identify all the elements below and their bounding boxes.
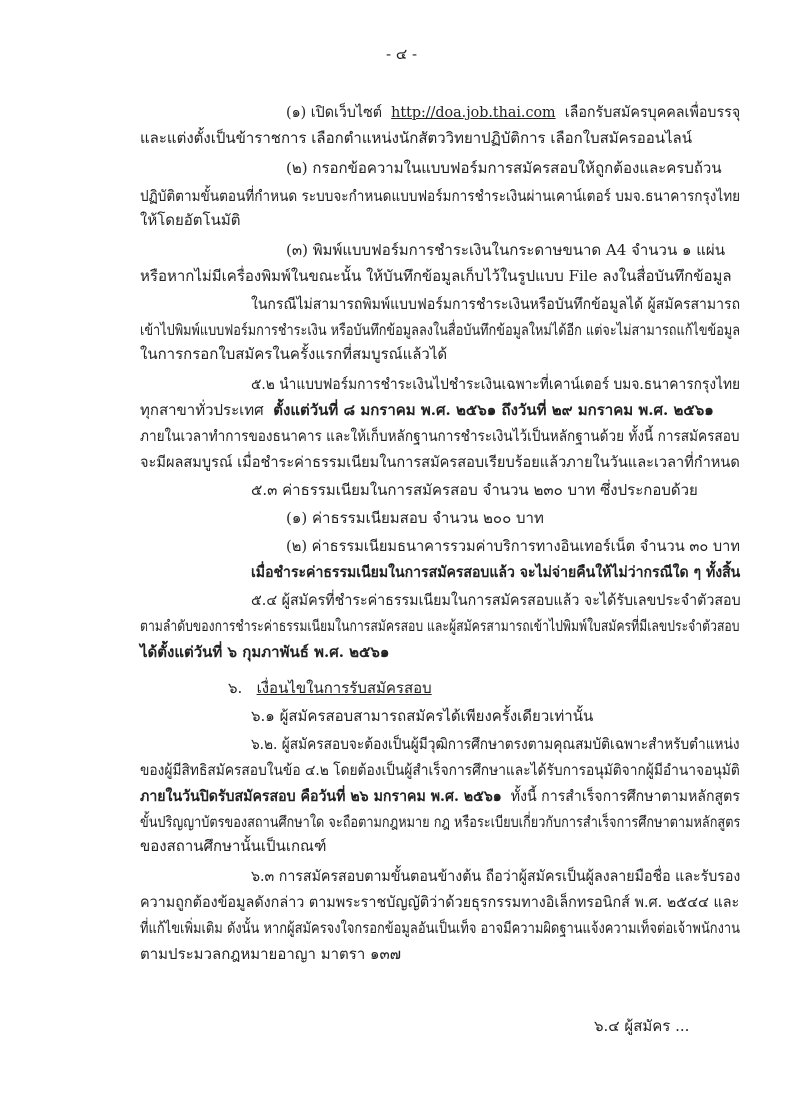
clause-5-3-line-1: ๕.๓ ค่าธรรมเนียมในการสมัครสอบ จำนวน ๒๓๐ บาท ซึ่งประกอบด้วย (251, 481, 698, 499)
page-continuation: ๖.๔ ผู้สมัคร ... (594, 1017, 690, 1035)
clause-6-3-line-1: ๖.๓ การสมัครสอบตามขั้นตอนข้างต้น ถือว่าผู้สมัครเป็นผู้ลงลายมือชื่อ และรับรอง (251, 867, 741, 885)
step-1-line-1 (286, 102, 740, 122)
step-1-text: (๑) เปิดเว็บไซต์ (286, 103, 383, 121)
step-3-line-1: (๓) พิมพ์แบบฟอร์มการชำระเงินในกระดาษขนาด A4 จำนวน ๑ แผ่น (286, 241, 725, 259)
clause-6-2-cont: ทั้งนี้ การสำเร็จการศึกษาตามหลักสูตร (510, 787, 740, 805)
clause-6-1: ๖.๑ ผู้สมัครสอบสามารถสมัครได้เพียงครั้งเดียวเท่านั้น (251, 707, 594, 725)
clause-6-2-line-2: ของผู้มีสิทธิสมัครสอบในข้อ ๔.๒ โดยต้องเป็นผู้สำเร็จการศึกษาและได้รับการอนุมัติจากผู้มีอำนาจอนุมัติ (140, 761, 740, 779)
clause-6-2-line-5: ของสถานศึกษานั้นเป็นเกณฑ์ (140, 837, 327, 855)
clause-6-3-line-2: ความถูกต้องข้อมูลดังกล่าว ตามพระราชบัญญัติว่าด้วยธุรกรรมทางอิเล็กทรอนิกส์ พ.ศ. ๒๕๔๔ และ (140, 893, 740, 911)
step-1-line-2: และแต่งตั้งเป็นข้าราชการ เลือกตำแหน่งนักสัตววิทยาปฏิบัติการ เลือกใบสมัครออนไลน์ (140, 129, 693, 147)
payment-period: ตั้งแต่วันที่ ๘ มกราคม พ.ศ. ๒๕๖๑ ถึงวันที่ ๒๙ มกราคม พ.ศ. ๒๕๖๑ (273, 401, 714, 419)
clause-5-2-line-3: ภายในเวลาทำการของธนาคาร และให้เก็บหลักฐานการชำระเงินไว้เป็นหลักฐานด้วย ทั้งนี้ การสมัครสอบ (140, 427, 740, 445)
clause-5-4-line-3: ได้ตั้งแต่วันที่ ๖ กุมภาพันธ์ พ.ศ. ๒๕๖๑ (140, 643, 390, 661)
step-3-line-5: ในการกรอกใบสมัครในครั้งแรกที่สมบูรณ์แล้วได้ (140, 345, 448, 363)
step-3-line-3: ในกรณีไม่สามารถพิมพ์แบบฟอร์มการชำระเงินหรือบันทึกข้อมูลได้ ผู้สมัครสามารถ (251, 295, 741, 313)
clause-5-2-line-4: จะมีผลสมบูรณ์ เมื่อชำระค่าธรรมเนียมในการสมัครสอบเรียบร้อยแล้วภายในวันและเวลาที่กำหนด (140, 453, 740, 471)
step-3-line-2: หรือหากไม่มีเครื่องพิมพ์ในขณะนั้น ให้บันทึกข้อมูลเก็บไว้ในรูปแบบ File ลงในสื่อบันทึกข้อมูล (140, 267, 732, 285)
clause-5-2-scope: ทุกสาขาทั่วประเทศ (140, 401, 264, 419)
clause-5-2-line-1: ๕.๒ นำแบบฟอร์มการชำระเงินไปชำระเงินเฉพาะที่เคาน์เตอร์ บมจ.ธนาคารกรุงไทย (251, 375, 741, 393)
step-3-line-4: เข้าไปพิมพ์แบบฟอร์มการชำระเงิน หรือบันทึกข้อมูลลงในสื่อบันทึกข้อมูลใหม่ได้อีก แต่จะไม่สามารถแก้ไขข้อมูล (140, 321, 741, 339)
closing-date: ภายในวันปิดรับสมัครสอบ คือวันที่ ๒๖ มกราคม พ.ศ. ๒๕๖๑ (140, 787, 502, 805)
clause-6-2-line-4: ขั้นปริญญาบัตรของสถานศึกษาใด จะถือตามกฎหมาย กฎ หรือระเบียบเกี่ยวกับการสำเร็จการศึกษาตามหลักสูตร (140, 813, 741, 831)
clause-5-4-line-1: ๕.๔ ผู้สมัครที่ชำระค่าธรรมเนียมในการสมัครสอบแล้ว จะได้รับเลขประจำตัวสอบ (251, 591, 741, 609)
step-2-line-3: ให้โดยอัตโนมัติ (140, 211, 241, 229)
fee-item-1: (๑) ค่าธรรมเนียมสอบ จำนวน ๒๐๐ บาท (286, 509, 544, 527)
step-2-line-1: (๒) กรอกข้อความในแบบฟอร์มการสมัครสอบให้ถูกต้องและครบถ้วน (286, 159, 722, 177)
no-refund-notice: เมื่อชำระค่าธรรมเนียมในการสมัครสอบแล้ว จะไม่จ่ายคืนให้ไม่ว่ากรณีใด ๆ ทั้งสิ้น (251, 563, 741, 581)
clause-6-3-line-4: ตามประมวลกฎหมายอาญา มาตรา ๑๓๗ (140, 945, 402, 963)
clause-6-2-line-1: ๖.๒. ผู้สมัครสอบจะต้องเป็นผู้มีวุฒิการศึกษาตรงตามคุณสมบัติเฉพาะสำหรับตำแหน่ง (251, 735, 740, 753)
website-link[interactable]: http://doa.job.thai.com (391, 103, 556, 121)
clause-6-3-line-3: ที่แก้ไขเพิ่มเติม ดังนั้น หากผู้สมัครจงใจกรอกข้อมูลอันเป็นเท็จ อาจมีความผิดฐานแจ้งความเท็จต่อเจ้าพนักงาน (140, 919, 741, 937)
page-number: - ๔ - (386, 45, 418, 63)
section-6-heading (228, 678, 432, 698)
clause-6-2-line-3 (140, 786, 740, 806)
section-6-number: ๖. (228, 679, 243, 697)
clause-5-2-line-2 (140, 400, 714, 420)
clause-5-4-line-2: ตามลำดับของการชำระค่าธรรมเนียมในการสมัครสอบ และผู้สมัครสามารถเข้าไปพิมพ์ใบสมัครที่มีเลขประจำตัวสอบ (140, 617, 740, 635)
step-2-line-2: ปฏิบัติตามขั้นตอนที่กำหนด ระบบจะกำหนดแบบฟอร์มการชำระเงินผ่านเคาน์เตอร์ บมจ.ธนาคารกรุงไทย (140, 187, 741, 205)
section-6-title: เงื่อนไขในการรับสมัครสอบ (256, 679, 432, 697)
fee-item-2: (๒) ค่าธรรมเนียมธนาคารรวมค่าบริการทางอินเทอร์เน็ต จำนวน ๓๐ บาท (286, 537, 741, 555)
step-1-text-b: เลือกรับสมัครบุคคลเพื่อบรรจุ (564, 103, 741, 121)
